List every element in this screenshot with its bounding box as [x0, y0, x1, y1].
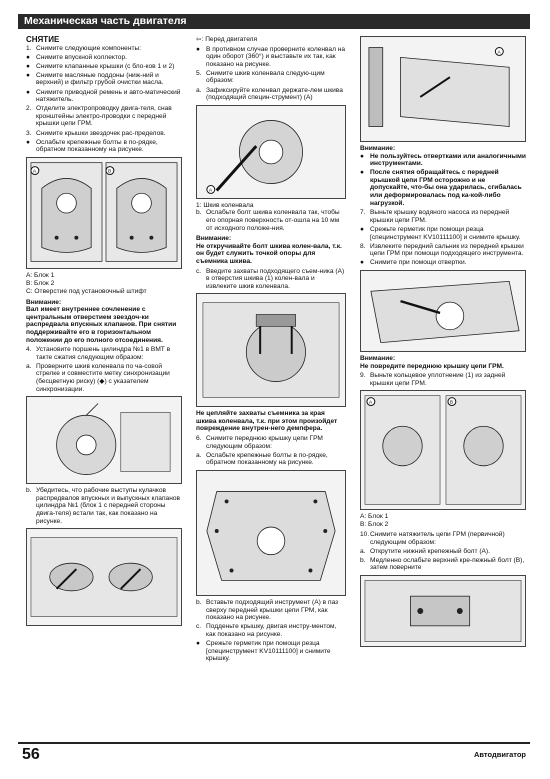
list-item: 5. Снимите шкив коленвала следую-щим образом:: [196, 69, 325, 85]
svg-text:A: A: [208, 188, 213, 194]
figure-rear-cover-oring: [360, 390, 526, 510]
warning-2-text: Не цепляйте захваты съемника за края шкива коленвала, т.к. при этом произойдет повреждение внутрен-него демпфера.: [196, 410, 338, 433]
steps-list-2: [26, 346, 182, 393]
list-item: b. Медленно ослабьте верхний кре-пежный болт (В), затем поверните: [360, 556, 525, 572]
warning-text: Не откручивайте болт шкива колен-вала, т.к. он будет служить точкой опоры для съемника шкива.: [196, 242, 342, 265]
column-2: [196, 36, 346, 664]
figure-front-cover-bolts: [196, 470, 346, 596]
figure-caption: B: Блок 2: [26, 279, 55, 287]
warning-2-text: Не повредите переднюю крышку цепи ГРМ.: [360, 362, 504, 370]
warning-text: Вал имеет внутреннее сочленение с центральным отверстием звездоч-ки распредвала впускных клапанов. При снятии поддерживайте его в горизонтальном положении до его полного отсоединения.: [26, 306, 177, 344]
list-item: ● Снимите клапанные крышки (с бло-ков 1 и 2): [26, 62, 175, 70]
figure-camshaft-lobes: [26, 528, 182, 626]
page-number: 56: [22, 746, 40, 763]
svg-text:A: A: [32, 169, 37, 175]
figure-chain-tensioner: [360, 575, 526, 647]
svg-text:A: A: [368, 400, 373, 406]
steps-list: [360, 209, 526, 267]
header-title: Механическая часть двигателя: [24, 15, 187, 27]
figure-front-seal: [360, 270, 526, 352]
svg-text:B: B: [107, 169, 112, 175]
steps-list: [196, 46, 346, 102]
list-item: a. Открутите нижний крепежный болт (А).: [360, 547, 490, 555]
warning-title: Внимание:: [26, 298, 62, 306]
column-3: [360, 36, 526, 650]
figure-caption: B: Блок 2: [360, 521, 389, 529]
list-item: ● Срежьте герметик при помощи резца [специнструмент KV10111100] и снимите крышку.: [196, 639, 331, 663]
list-item: a. Зафиксируйте коленвал держате-лем шкива (подходящий специн-струмент) (А): [196, 86, 343, 102]
list-item: ● Снимите масляные поддоны (ниж-ний и верхний) и фильтр грубой очистки масла.: [26, 71, 164, 87]
steps-list: [26, 45, 182, 154]
list-item: ● Срежьте герметик при помощи резца [специнструмент KV10111100] и снимите крышку.: [360, 225, 521, 241]
step-9: 9. Выньте кольцевое уплотнение (1) из задней крышки цепи ГРМ.: [360, 372, 506, 387]
svg-text:B: B: [449, 400, 454, 406]
step-c: c. Введите захваты подходящего съем-ника (А) в отверстия шкива (1) колен-вала и извлеките шкив коленвала.: [196, 267, 345, 290]
figure-caption: 1: Шкив коленвала: [196, 201, 254, 209]
list-item: ● Снимите при помощи отвертки.: [360, 259, 467, 267]
list-item: 6. Снимите переднюю крышку цепи ГРМ следующим образом:: [196, 435, 323, 450]
list-item: 7. Выньте крышку водяного насоса из передней крышки цепи ГРМ.: [360, 209, 510, 224]
steps-list-2: [196, 435, 346, 467]
list-item: ● В противном случае проверните коленвал на один оборот (360°) и выставьте их так, как показано на рисунке.: [196, 45, 346, 68]
steps-list-3: [196, 599, 346, 663]
figure-caption: A: Блок 1: [26, 271, 55, 279]
list-item: a. Ослабьте крепежные болты в по-рядке, обратном показанному на рисунке.: [196, 451, 328, 467]
page-header: [18, 14, 530, 29]
warning-2-title: Внимание:: [360, 354, 396, 362]
list-item: 3. Снимите крышки звездочек рас-пределов.: [26, 129, 166, 137]
footer-title: Автодвигатор: [474, 750, 526, 759]
figure-captions: [360, 513, 526, 529]
list-item: 10. Снимите натяжитель цепи ГРМ (первичной) следующим образом:: [360, 530, 505, 546]
list-item: ● Ослабьте крепежные болты в по-рядке, обратном показанному на рисунке.: [26, 138, 158, 154]
figure-timing-covers: [26, 157, 182, 269]
list-item: 2. Отделите электропроводку двига-теля, снав кронштейны электро-проводки с передней крышки цепи ГРМ.: [26, 105, 172, 128]
figure-puller: [196, 293, 346, 407]
figure-crank-pulley-mark: [26, 396, 182, 484]
step-b: b. Ослабьте болт шкива коленвала так, чтобы его опорная поверхность от-ошла на 10 мм от исходного положе-ния.: [196, 209, 340, 232]
warning-item: ● После снятия обращайтесь с передней крышкой цепи ГРМ осторожно и не допускайте, что-бы она ударилась, сгибалась или деформировалась под ка-кой-либо нагрузкой.: [360, 169, 522, 207]
list-item: 8. Извлеките передний сальник из передней крышки цепи ГРМ при помощи подходящего инструмента.: [360, 242, 524, 258]
list-item: 1. Снимите следующие компоненты:: [26, 44, 142, 52]
footer-rule: [18, 742, 530, 744]
figure-pulley-holder: [196, 105, 346, 199]
engine-front-label: ⇦: Перед двигателя: [196, 36, 258, 43]
list-item: 4. Установите поршень цилиндра №1 в ВМТ в такте сжатия следующим образом:: [26, 346, 171, 361]
section-title: СНЯТИЕ: [26, 35, 60, 44]
list-item: ● Снимите впускной коллектор.: [26, 53, 127, 61]
figure-captions: [26, 272, 182, 296]
warning-title: Внимание:: [196, 235, 232, 243]
steps-list-2: [360, 531, 526, 572]
figure-cover-pry: [360, 36, 526, 142]
figure-caption: C: Отверстие под установочный штифт: [26, 288, 147, 295]
warning-title: Внимание:: [360, 145, 396, 152]
figure-caption: A: Блок 1: [360, 513, 389, 521]
list-item: c. Подденьте крышку, двигая инстру-ментом, как показано на рисунке.: [196, 623, 337, 638]
svg-text:A: A: [497, 50, 501, 56]
warning-list: [360, 153, 526, 208]
warning-item: ● Не пользуйтесь отвертками или аналогичными инструментами.: [360, 152, 526, 168]
list-item: ● Снимите приводной ремень и авто-матический натяжитель.: [26, 88, 181, 104]
step-b: b. Убедитесь, что рабочие выступы кулачков распредвалов впускных и выпускных клапанов цилиндра №1 (блок 1 с передней стороны двига-теля) встали так, как показано на рисунке.: [26, 487, 181, 525]
list-item: b. Вставьте подходящий инструмент (А) в паз сверху передней крышки цепи ГРМ, как показано на рисунке.: [196, 598, 339, 622]
column-1: [26, 36, 182, 629]
list-item: a. Проверните шкив коленвала по ча-совой стрелке и совместите метку синхронизации (бесцветную риску) (◆) с указателем синхронизации.: [26, 362, 170, 393]
